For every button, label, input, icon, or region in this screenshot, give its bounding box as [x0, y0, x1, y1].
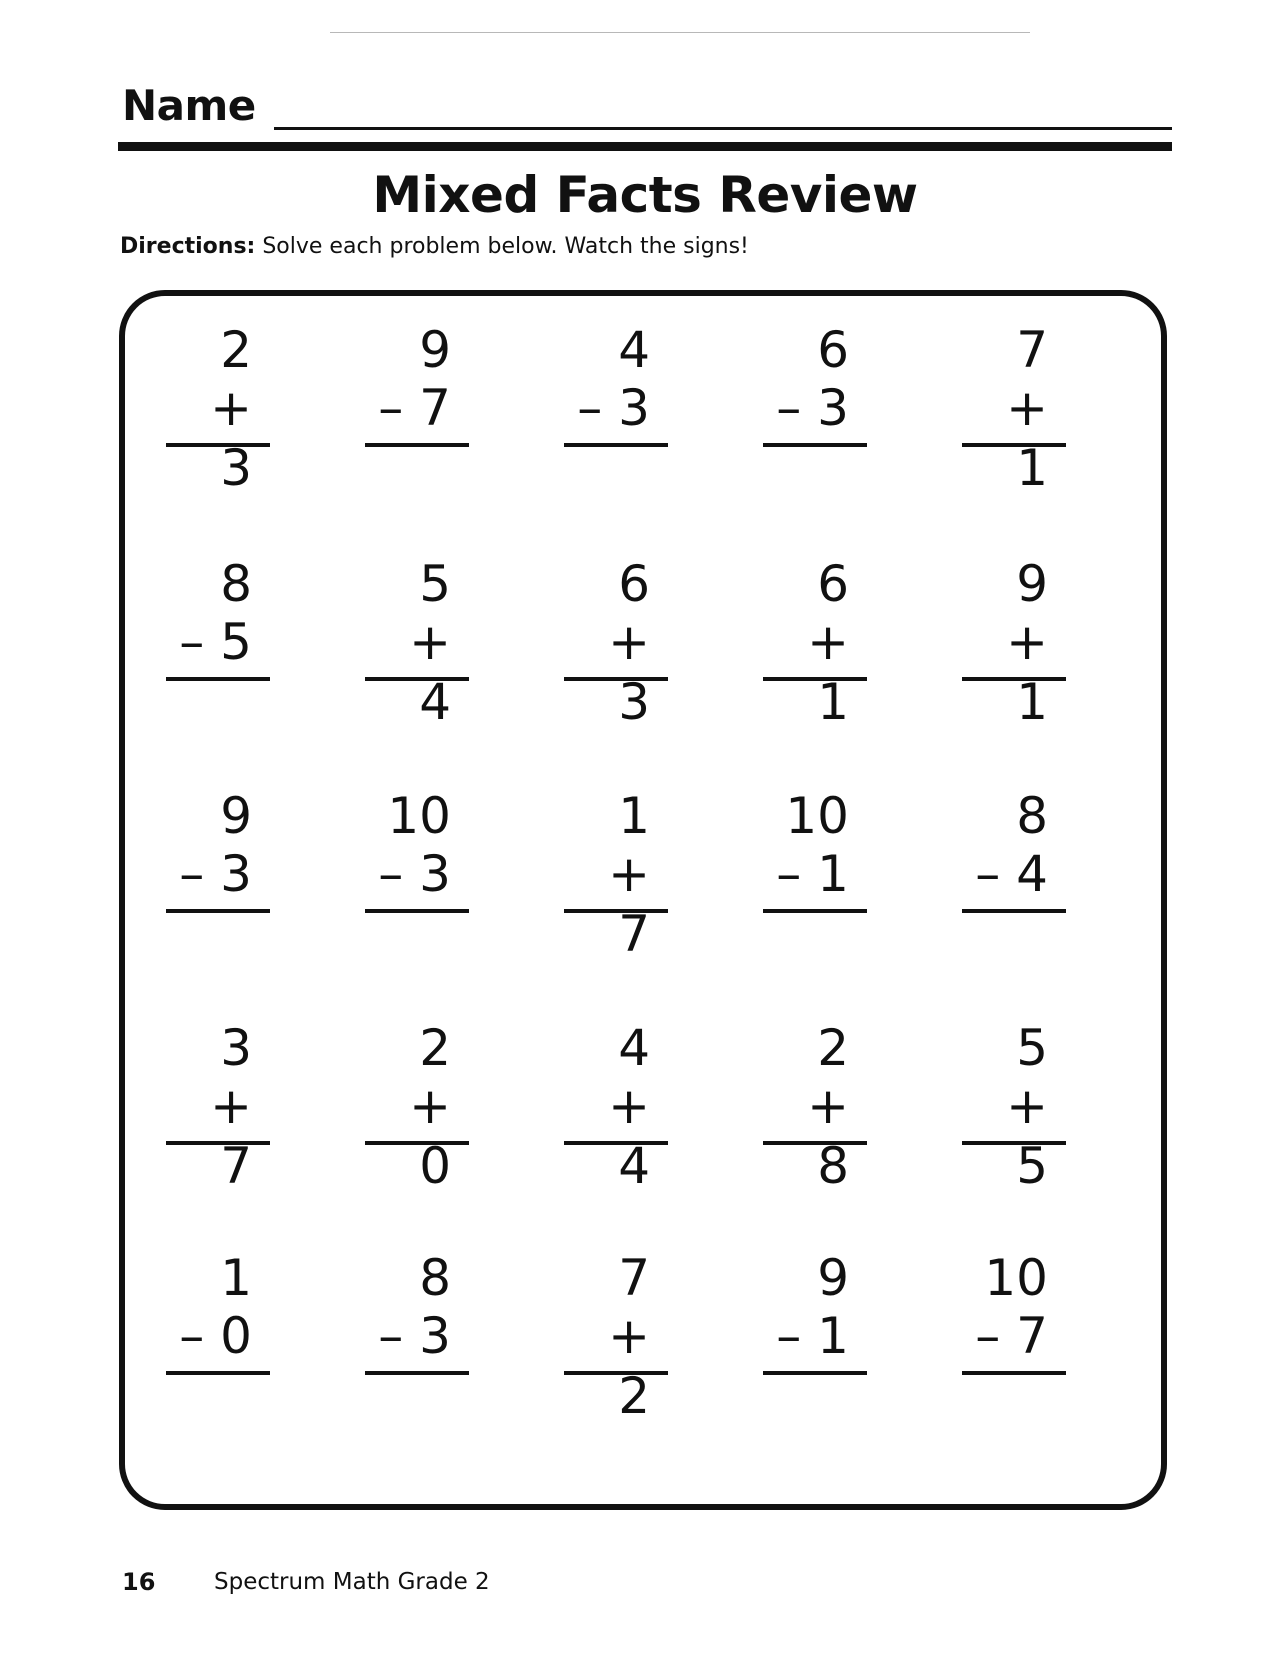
- problem-operation: + 8: [807, 1077, 849, 1195]
- answer-line[interactable]: [763, 1371, 867, 1375]
- answer-line[interactable]: [763, 677, 867, 681]
- answer-line[interactable]: [365, 909, 469, 913]
- answer-line[interactable]: [763, 1141, 867, 1145]
- problem-top-number: 9: [817, 1249, 849, 1307]
- answer-line[interactable]: [166, 1141, 270, 1145]
- problem: [564, 1018, 668, 1195]
- problem: [763, 554, 867, 731]
- answer-line[interactable]: [564, 677, 668, 681]
- answer-line[interactable]: [962, 443, 1066, 447]
- problem-top-number: 1: [618, 787, 650, 845]
- problem: [365, 320, 469, 448]
- problem-operation: + 3: [210, 379, 252, 497]
- problem-operation: + 4: [409, 613, 451, 731]
- problem-operation: + 3: [608, 613, 650, 731]
- problem-top-number: 9: [220, 787, 252, 845]
- answer-line[interactable]: [564, 1371, 668, 1375]
- title-rule: [118, 142, 1172, 151]
- directions: [120, 232, 749, 262]
- problem-operation: + 5: [1006, 1077, 1048, 1195]
- problem-operation: – 3: [776, 379, 849, 437]
- problem-operation: – 0: [179, 1307, 252, 1365]
- problem-top-number: 9: [419, 321, 451, 379]
- problem-operation: + 1: [1006, 379, 1048, 497]
- problem-operation: + 1: [1006, 613, 1048, 731]
- answer-line[interactable]: [962, 909, 1066, 913]
- answer-line[interactable]: [365, 443, 469, 447]
- problem-operation: + 7: [608, 845, 650, 963]
- problem-top-number: 3: [220, 1019, 252, 1077]
- problem-operation: – 1: [776, 845, 849, 903]
- problem-top-number: 1: [220, 1249, 252, 1307]
- problem: [365, 554, 469, 731]
- problem: [763, 786, 867, 914]
- answer-line[interactable]: [962, 1141, 1066, 1145]
- answer-line[interactable]: [166, 909, 270, 913]
- problem-top-number: 4: [618, 321, 650, 379]
- problem-operation: – 3: [179, 845, 252, 903]
- problem-operation: – 7: [378, 379, 451, 437]
- answer-line[interactable]: [763, 443, 867, 447]
- problem-top-number: 10: [387, 787, 451, 845]
- problem-operation: – 3: [378, 1307, 451, 1365]
- problem-top-number: 8: [419, 1249, 451, 1307]
- page-number: 16: [122, 1568, 156, 1596]
- problem: [763, 1248, 867, 1376]
- answer-line[interactable]: [962, 677, 1066, 681]
- problem-operation: + 7: [210, 1077, 252, 1195]
- answer-line[interactable]: [365, 1141, 469, 1145]
- problem: [166, 1018, 270, 1195]
- book-title: Spectrum Math Grade 2: [214, 1569, 490, 1595]
- directions-text: Solve each problem below. Watch the signs!: [262, 234, 749, 259]
- problem-top-number: 8: [1016, 787, 1048, 845]
- name-write-line[interactable]: [274, 127, 1172, 130]
- problem-top-number: 10: [785, 787, 849, 845]
- problem: [763, 320, 867, 448]
- problem-top-number: 6: [618, 555, 650, 613]
- problem: [962, 554, 1066, 731]
- problem: [564, 786, 668, 963]
- problem-operation: – 7: [975, 1307, 1048, 1365]
- name-label: Name: [122, 81, 256, 130]
- problem: [962, 1018, 1066, 1195]
- problem-operation: + 0: [409, 1077, 451, 1195]
- problem-top-number: 7: [618, 1249, 650, 1307]
- problem-top-number: 2: [817, 1019, 849, 1077]
- answer-line[interactable]: [962, 1371, 1066, 1375]
- answer-line[interactable]: [365, 677, 469, 681]
- problem: [365, 1248, 469, 1376]
- answer-line[interactable]: [166, 677, 270, 681]
- problem: [564, 320, 668, 448]
- answer-line[interactable]: [763, 909, 867, 913]
- problem-top-number: 7: [1016, 321, 1048, 379]
- scan-artifact-line: [330, 32, 1030, 33]
- problem-top-number: 6: [817, 555, 849, 613]
- problem-top-number: 2: [220, 321, 252, 379]
- problem-operation: – 3: [577, 379, 650, 437]
- problem-top-number: 8: [220, 555, 252, 613]
- problem-operation: – 1: [776, 1307, 849, 1365]
- problem-box: [119, 290, 1167, 1510]
- problem-top-number: 10: [984, 1249, 1048, 1307]
- problem-top-number: 9: [1016, 555, 1048, 613]
- problem: [166, 786, 270, 914]
- problem-operation: – 4: [975, 845, 1048, 903]
- problem: [962, 320, 1066, 497]
- problem: [564, 1248, 668, 1425]
- answer-line[interactable]: [564, 909, 668, 913]
- problem-top-number: 5: [1016, 1019, 1048, 1077]
- answer-line[interactable]: [564, 443, 668, 447]
- problem-operation: + 1: [807, 613, 849, 731]
- problem: [166, 1248, 270, 1376]
- directions-label: Directions:: [120, 234, 256, 259]
- answer-line[interactable]: [166, 1371, 270, 1375]
- problem: [166, 554, 270, 682]
- problem-operation: + 2: [608, 1307, 650, 1425]
- problem-top-number: 4: [618, 1019, 650, 1077]
- problem: [564, 554, 668, 731]
- problem-top-number: 6: [817, 321, 849, 379]
- answer-line[interactable]: [365, 1371, 469, 1375]
- problem-top-number: 5: [419, 555, 451, 613]
- answer-line[interactable]: [564, 1141, 668, 1145]
- problem: [166, 320, 270, 497]
- problem: [365, 1018, 469, 1195]
- problem: [365, 786, 469, 914]
- problem-top-number: 2: [419, 1019, 451, 1077]
- problem-operation: – 3: [378, 845, 451, 903]
- problem-operation: + 4: [608, 1077, 650, 1195]
- page-title: Mixed Facts Review: [372, 166, 918, 224]
- problem-operation: – 5: [179, 613, 252, 671]
- problem: [962, 786, 1066, 914]
- problem: [962, 1248, 1066, 1376]
- name-row: [122, 78, 1172, 134]
- answer-line[interactable]: [166, 443, 270, 447]
- problem: [763, 1018, 867, 1195]
